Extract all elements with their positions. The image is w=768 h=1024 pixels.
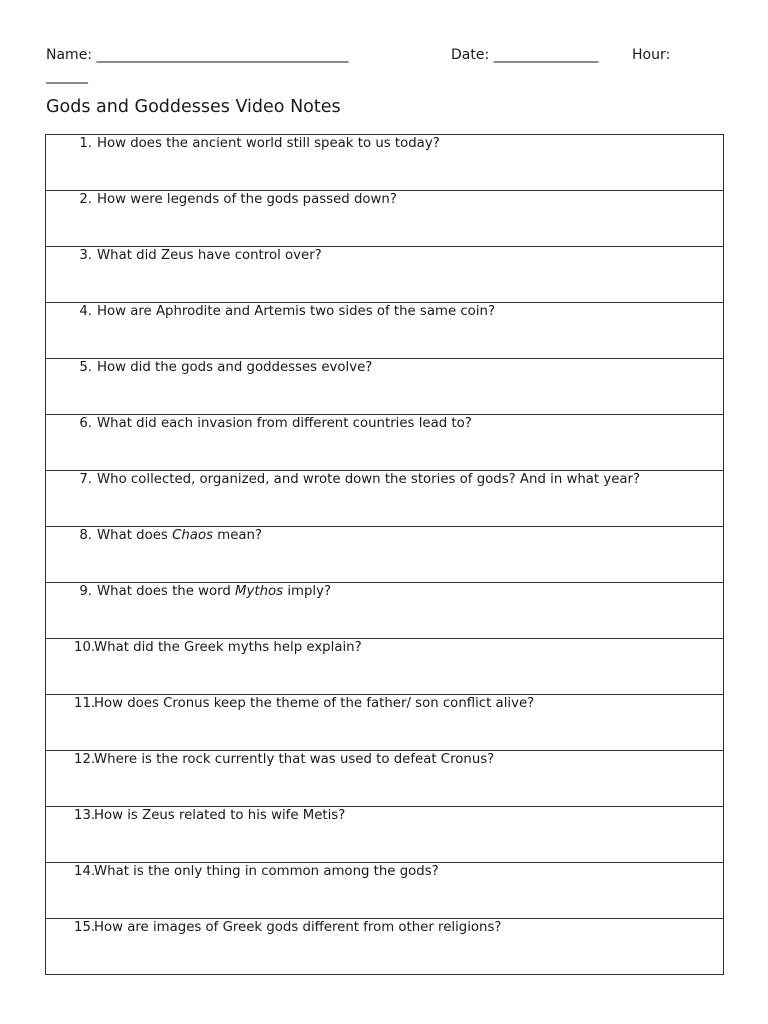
answer-area[interactable] [46, 863, 724, 919]
question-text-after: imply? [283, 584, 332, 599]
answer-area[interactable] [46, 527, 724, 583]
answer-area[interactable] [46, 583, 724, 639]
answer-area[interactable] [46, 247, 724, 303]
answer-area[interactable] [46, 303, 724, 359]
answer-area[interactable] [46, 471, 724, 527]
question-row-12 [46, 751, 724, 807]
question-text [97, 528, 262, 544]
question-text: How does the ancient world still speak to us today? [97, 136, 440, 151]
question-number: 14. [74, 864, 96, 879]
answer-area[interactable] [46, 807, 724, 863]
question-number: 3. [79, 248, 92, 263]
question-text: Who collected, organized, and wrote down the stories of gods? And in what year? [97, 472, 641, 487]
question-text: How are images of Greek gods different from other religions? [94, 920, 502, 935]
question-text: How are Aphrodite and Artemis two sides of the same coin? [97, 304, 495, 319]
question-row-10 [46, 639, 724, 695]
question-number: 13. [74, 808, 96, 823]
question-text-emphasis: Chaos [172, 528, 214, 543]
question-number: 6. [79, 416, 92, 431]
question-text: How does Cronus keep the theme of the father/ son conflict alive? [94, 696, 535, 711]
answer-area[interactable] [46, 415, 724, 471]
question-text: How did the gods and goddesses evolve? [97, 360, 373, 375]
answer-area[interactable] [46, 135, 724, 191]
question-row-4 [46, 303, 724, 359]
hour-blank[interactable]: ______ [46, 68, 88, 84]
question-number: 2. [79, 192, 92, 207]
question-number: 5. [79, 360, 92, 375]
hour-field[interactable]: Hour: [632, 47, 671, 63]
question-number: 11. [74, 696, 96, 711]
question-row-8 [46, 527, 724, 583]
question-row-11 [46, 695, 724, 751]
question-text [97, 584, 331, 600]
question-number: 1. [79, 136, 92, 151]
question-text-after: mean? [213, 528, 263, 543]
question-row-3 [46, 247, 724, 303]
question-row-1 [46, 135, 724, 191]
question-text: What did Zeus have control over? [97, 248, 322, 263]
question-text: How were legends of the gods passed down? [97, 192, 397, 207]
question-number: 4. [79, 304, 92, 319]
question-text: What is the only thing in common among the gods? [94, 864, 439, 879]
page-title: Gods and Goddesses Video Notes [46, 97, 341, 117]
question-row-15 [46, 919, 724, 975]
question-text: What did each invasion from different countries lead to? [97, 416, 472, 431]
answer-area[interactable] [46, 919, 724, 975]
question-text: Where is the rock currently that was used to defeat Cronus? [94, 752, 495, 767]
question-text: How is Zeus related to his wife Metis? [94, 808, 346, 823]
question-number: 9. [79, 584, 92, 599]
question-row-6 [46, 415, 724, 471]
question-row-5 [46, 359, 724, 415]
question-number: 7. [79, 472, 92, 487]
question-row-7 [46, 471, 724, 527]
question-text-emphasis: Mythos [235, 584, 284, 599]
question-text-before: What does [97, 528, 173, 543]
answer-area[interactable] [46, 359, 724, 415]
questions-table [45, 134, 724, 975]
question-number: 10. [74, 640, 96, 655]
question-row-9 [46, 583, 724, 639]
answer-area[interactable] [46, 191, 724, 247]
question-row-14 [46, 863, 724, 919]
date-field[interactable]: Date: _______________ [451, 47, 599, 63]
question-text: What did the Greek myths help explain? [94, 640, 362, 655]
answer-area[interactable] [46, 695, 724, 751]
question-text-before: What does the word [97, 584, 236, 599]
question-row-2 [46, 191, 724, 247]
question-number: 15. [74, 920, 96, 935]
question-number: 12. [74, 752, 96, 767]
question-number: 8. [79, 528, 92, 543]
question-row-13 [46, 807, 724, 863]
answer-area[interactable] [46, 639, 724, 695]
answer-area[interactable] [46, 751, 724, 807]
name-field[interactable]: Name: ____________________________________ [46, 47, 349, 63]
